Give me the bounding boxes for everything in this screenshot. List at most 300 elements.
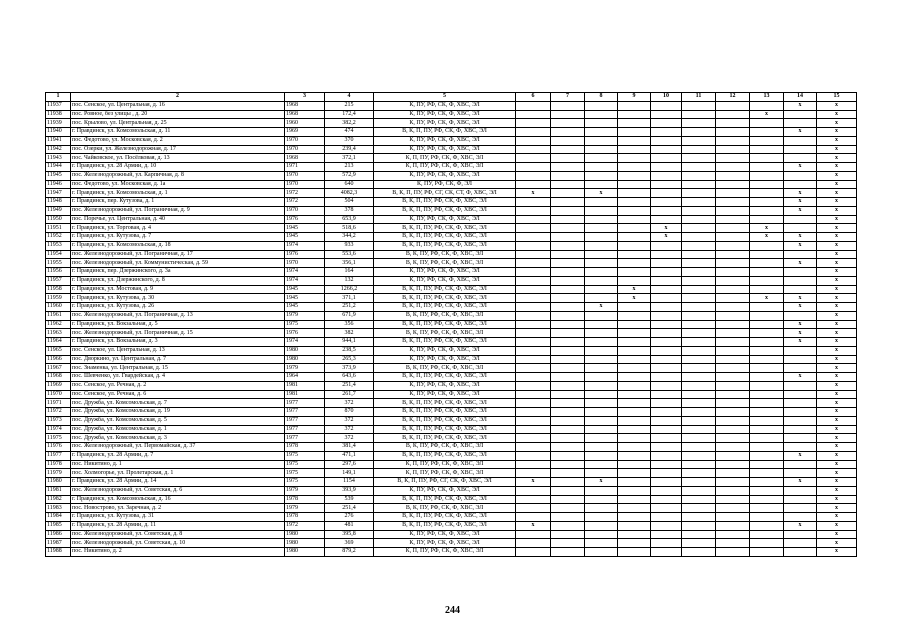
address-cell: пос. Озерки, ул. Железнодорожная, д. 17 bbox=[71, 145, 285, 154]
utilities-cell: В, К, ПУ, РФ, СК, Ф, ХВС, ЭЛ bbox=[374, 259, 516, 268]
mark-cell-col-11 bbox=[682, 145, 716, 154]
record-number-cell: 11967 bbox=[46, 364, 71, 373]
mark-cell-col-14: x bbox=[784, 101, 817, 110]
mark-cell-col-11 bbox=[682, 189, 716, 198]
mark-cell-col-13 bbox=[750, 486, 784, 495]
mark-cell-col-10 bbox=[651, 294, 682, 303]
mark-cell-col-14: x bbox=[784, 478, 817, 487]
mark-cell-col-7 bbox=[551, 355, 585, 364]
mark-cell-col-13 bbox=[750, 539, 784, 548]
year-built-cell: 1977 bbox=[285, 399, 325, 408]
area-cell: 474 bbox=[325, 128, 374, 137]
mark-cell-col-11 bbox=[682, 416, 716, 425]
utilities-cell: К, ПУ, РФ, СК, Ф, ХВС, ЭЛ bbox=[374, 381, 516, 390]
area-cell: 215 bbox=[325, 101, 374, 110]
mark-cell-col-9 bbox=[618, 268, 651, 277]
record-number-cell: 11956 bbox=[46, 268, 71, 277]
table-row bbox=[46, 250, 857, 259]
mark-cell-col-14: x bbox=[784, 338, 817, 347]
mark-cell-col-11 bbox=[682, 469, 716, 478]
mark-cell-col-6 bbox=[516, 443, 551, 452]
mark-cell-col-11 bbox=[682, 119, 716, 128]
mark-cell-col-12 bbox=[716, 399, 750, 408]
mark-cell-col-12 bbox=[716, 171, 750, 180]
table-row bbox=[46, 128, 857, 137]
year-built-cell: 1974 bbox=[285, 268, 325, 277]
mark-cell-col-15: x bbox=[817, 311, 857, 320]
mark-cell-col-13 bbox=[750, 163, 784, 172]
utilities-cell: В, К, П, ПУ, РФ, СК, Ф, ХВС, ЭЛ bbox=[374, 408, 516, 417]
mark-cell-col-8 bbox=[585, 154, 618, 163]
address-cell: пос. Железнодорожный, ул. Пограничная, д. 9 bbox=[71, 206, 285, 215]
mark-cell-col-13 bbox=[750, 145, 784, 154]
mark-cell-col-12 bbox=[716, 390, 750, 399]
mark-cell-col-9 bbox=[618, 136, 651, 145]
table-row bbox=[46, 346, 857, 355]
mark-cell-col-11 bbox=[682, 110, 716, 119]
mark-cell-col-7 bbox=[551, 399, 585, 408]
record-number-cell: 11964 bbox=[46, 338, 71, 347]
mark-cell-col-7 bbox=[551, 346, 585, 355]
mark-cell-col-11 bbox=[682, 443, 716, 452]
record-number-cell: 11942 bbox=[46, 145, 71, 154]
mark-cell-col-10 bbox=[651, 320, 682, 329]
mark-cell-col-11 bbox=[682, 303, 716, 312]
mark-cell-col-8: x bbox=[585, 189, 618, 198]
mark-cell-col-13 bbox=[750, 451, 784, 460]
mark-cell-col-6 bbox=[516, 408, 551, 417]
record-number-cell: 11960 bbox=[46, 303, 71, 312]
mark-cell-col-7 bbox=[551, 276, 585, 285]
mark-cell-col-12 bbox=[716, 303, 750, 312]
mark-cell-col-15: x bbox=[817, 513, 857, 522]
header-row bbox=[46, 93, 857, 102]
mark-cell-col-10 bbox=[651, 119, 682, 128]
mark-cell-col-8 bbox=[585, 215, 618, 224]
mark-cell-col-14 bbox=[784, 154, 817, 163]
mark-cell-col-13 bbox=[750, 101, 784, 110]
area-cell: 356 bbox=[325, 320, 374, 329]
mark-cell-col-14 bbox=[784, 530, 817, 539]
year-built-cell: 1979 bbox=[285, 364, 325, 373]
mark-cell-col-7 bbox=[551, 259, 585, 268]
mark-cell-col-7 bbox=[551, 303, 585, 312]
mark-cell-col-15: x bbox=[817, 329, 857, 338]
mark-cell-col-6 bbox=[516, 416, 551, 425]
year-built-cell: 1945 bbox=[285, 224, 325, 233]
address-cell: г. Правдинск, ул. 28 Армии, д. 10 bbox=[71, 163, 285, 172]
mark-cell-col-13 bbox=[750, 268, 784, 277]
mark-cell-col-8 bbox=[585, 241, 618, 250]
mark-cell-col-10 bbox=[651, 373, 682, 382]
mark-cell-col-10 bbox=[651, 346, 682, 355]
mark-cell-col-11 bbox=[682, 215, 716, 224]
mark-cell-col-8 bbox=[585, 311, 618, 320]
mark-cell-col-12 bbox=[716, 259, 750, 268]
area-cell: 553,6 bbox=[325, 250, 374, 259]
mark-cell-col-10 bbox=[651, 443, 682, 452]
mark-cell-col-12 bbox=[716, 338, 750, 347]
utilities-cell: К, П, ПУ, РФ, СК, Ф, ХВС, ЭЛ bbox=[374, 469, 516, 478]
area-cell: 933 bbox=[325, 241, 374, 250]
mark-cell-col-15: x bbox=[817, 381, 857, 390]
mark-cell-col-14: x bbox=[784, 373, 817, 382]
utilities-cell: В, К, П, ПУ, РФ, СК, Ф, ХВС, ЭЛ bbox=[374, 241, 516, 250]
mark-cell-col-11 bbox=[682, 338, 716, 347]
mark-cell-col-14 bbox=[784, 224, 817, 233]
mark-cell-col-9 bbox=[618, 425, 651, 434]
table-row bbox=[46, 381, 857, 390]
mark-cell-col-13 bbox=[750, 355, 784, 364]
record-number-cell: 11938 bbox=[46, 110, 71, 119]
table-row bbox=[46, 189, 857, 198]
table-row bbox=[46, 180, 857, 189]
record-number-cell: 11984 bbox=[46, 513, 71, 522]
mark-cell-col-6 bbox=[516, 329, 551, 338]
utilities-cell: В, К, П, ПУ, РФ, СК, Ф, ХВС, ЭЛ bbox=[374, 206, 516, 215]
mark-cell-col-15: x bbox=[817, 539, 857, 548]
mark-cell-col-11 bbox=[682, 513, 716, 522]
mark-cell-col-7 bbox=[551, 215, 585, 224]
year-built-cell: 1976 bbox=[285, 250, 325, 259]
mark-cell-col-14: x bbox=[784, 198, 817, 207]
mark-cell-col-12 bbox=[716, 478, 750, 487]
mark-cell-col-10 bbox=[651, 390, 682, 399]
mark-cell-col-12 bbox=[716, 548, 750, 557]
mark-cell-col-10 bbox=[651, 145, 682, 154]
mark-cell-col-10 bbox=[651, 259, 682, 268]
mark-cell-col-14 bbox=[784, 250, 817, 259]
area-cell: 172,4 bbox=[325, 110, 374, 119]
utilities-cell: К, ПУ, РФ, СК, Ф, ХВС, ЭЛ bbox=[374, 171, 516, 180]
year-built-cell: 1980 bbox=[285, 530, 325, 539]
mark-cell-col-12 bbox=[716, 355, 750, 364]
mark-cell-col-12 bbox=[716, 451, 750, 460]
utilities-cell: К, ПУ, РФ, СК, Ф, ХВС, ЭЛ bbox=[374, 390, 516, 399]
mark-cell-col-14 bbox=[784, 346, 817, 355]
mark-cell-col-14: x bbox=[784, 259, 817, 268]
mark-cell-col-9: x bbox=[618, 285, 651, 294]
mark-cell-col-12 bbox=[716, 128, 750, 137]
mark-cell-col-14 bbox=[784, 408, 817, 417]
mark-cell-col-6 bbox=[516, 303, 551, 312]
mark-cell-col-10 bbox=[651, 548, 682, 557]
mark-cell-col-14 bbox=[784, 136, 817, 145]
mark-cell-col-13 bbox=[750, 119, 784, 128]
mark-cell-col-12 bbox=[716, 206, 750, 215]
mark-cell-col-15: x bbox=[817, 276, 857, 285]
mark-cell-col-12 bbox=[716, 198, 750, 207]
mark-cell-col-13 bbox=[750, 416, 784, 425]
utilities-cell: К, ПУ, РФ, СК, Ф, ХВС, ЭЛ bbox=[374, 346, 516, 355]
mark-cell-col-11 bbox=[682, 346, 716, 355]
utilities-cell: В, К, П, ПУ, РФ, СК, Ф, ХВС, ЭЛ bbox=[374, 495, 516, 504]
mark-cell-col-8 bbox=[585, 285, 618, 294]
mark-cell-col-15: x bbox=[817, 521, 857, 530]
mark-cell-col-8 bbox=[585, 338, 618, 347]
mark-cell-col-12 bbox=[716, 346, 750, 355]
mark-cell-col-9 bbox=[618, 154, 651, 163]
mark-cell-col-15: x bbox=[817, 408, 857, 417]
mark-cell-col-12 bbox=[716, 163, 750, 172]
mark-cell-col-10 bbox=[651, 399, 682, 408]
utilities-cell: К, ПУ, РФ, СК, Ф, ХВС, ЭЛ bbox=[374, 145, 516, 154]
utilities-cell: К, ПУ, РФ, СК, Ф, ХВС, ЭЛ bbox=[374, 110, 516, 119]
table-row bbox=[46, 408, 857, 417]
mark-cell-col-11 bbox=[682, 364, 716, 373]
mark-cell-col-13 bbox=[750, 320, 784, 329]
mark-cell-col-10 bbox=[651, 171, 682, 180]
address-cell: г. Правдинск, ул. Вокзальная, д. 5 bbox=[71, 320, 285, 329]
mark-cell-col-6 bbox=[516, 513, 551, 522]
column-header-8: 8 bbox=[585, 93, 618, 102]
mark-cell-col-11 bbox=[682, 154, 716, 163]
mark-cell-col-8 bbox=[585, 469, 618, 478]
mark-cell-col-7 bbox=[551, 486, 585, 495]
mark-cell-col-10: x bbox=[651, 224, 682, 233]
address-cell: пос. Железнодорожный, ул. Пограничная, д. 13 bbox=[71, 311, 285, 320]
mark-cell-col-15: x bbox=[817, 346, 857, 355]
mark-cell-col-14 bbox=[784, 180, 817, 189]
area-cell: 164 bbox=[325, 268, 374, 277]
mark-cell-col-8 bbox=[585, 171, 618, 180]
mark-cell-col-9 bbox=[618, 373, 651, 382]
mark-cell-col-13 bbox=[750, 504, 784, 513]
record-number-cell: 11945 bbox=[46, 171, 71, 180]
address-cell: пос. Железнодорожный, ул. Карпичная, д. 8 bbox=[71, 171, 285, 180]
mark-cell-col-8 bbox=[585, 320, 618, 329]
year-built-cell: 1970 bbox=[285, 180, 325, 189]
mark-cell-col-13 bbox=[750, 460, 784, 469]
table-row bbox=[46, 504, 857, 513]
mark-cell-col-12 bbox=[716, 136, 750, 145]
utilities-cell: В, К, П, ПУ, РФ, СК, Ф, ХВС, ЭЛ bbox=[374, 399, 516, 408]
record-number-cell: 11982 bbox=[46, 495, 71, 504]
table-row bbox=[46, 416, 857, 425]
utilities-cell: К, П, ПУ, РФ, СК, Ф, ХВС, ЭЛ bbox=[374, 163, 516, 172]
mark-cell-col-11 bbox=[682, 241, 716, 250]
area-cell: 539 bbox=[325, 495, 374, 504]
area-cell: 238,5 bbox=[325, 346, 374, 355]
area-cell: 471,1 bbox=[325, 451, 374, 460]
mark-cell-col-9 bbox=[618, 443, 651, 452]
mark-cell-col-12 bbox=[716, 469, 750, 478]
mark-cell-col-14 bbox=[784, 416, 817, 425]
mark-cell-col-13 bbox=[750, 259, 784, 268]
mark-cell-col-7 bbox=[551, 443, 585, 452]
column-header-3: 3 bbox=[285, 93, 325, 102]
area-cell: 371,1 bbox=[325, 294, 374, 303]
mark-cell-col-8 bbox=[585, 294, 618, 303]
area-cell: 344,2 bbox=[325, 233, 374, 242]
mark-cell-col-14 bbox=[784, 171, 817, 180]
utilities-cell: В, К, П, ПУ, РФ, СК, Ф, ХВС, ЭЛ bbox=[374, 285, 516, 294]
mark-cell-col-6 bbox=[516, 373, 551, 382]
address-cell: г. Правдинск, ул. Дзержинского, д. 8 bbox=[71, 276, 285, 285]
area-cell: 381,4 bbox=[325, 443, 374, 452]
year-built-cell: 1945 bbox=[285, 303, 325, 312]
mark-cell-col-15: x bbox=[817, 294, 857, 303]
mark-cell-col-8 bbox=[585, 373, 618, 382]
mark-cell-col-10 bbox=[651, 136, 682, 145]
mark-cell-col-9 bbox=[618, 469, 651, 478]
mark-cell-col-9 bbox=[618, 390, 651, 399]
mark-cell-col-9 bbox=[618, 224, 651, 233]
column-header-7: 7 bbox=[551, 93, 585, 102]
year-built-cell: 1970 bbox=[285, 206, 325, 215]
mark-cell-col-7 bbox=[551, 128, 585, 137]
mark-cell-col-12 bbox=[716, 381, 750, 390]
mark-cell-col-13 bbox=[750, 338, 784, 347]
utilities-cell: К, П, ПУ, РФ, СК, Ф, ХВС, ЭЛ bbox=[374, 548, 516, 557]
record-number-cell: 11979 bbox=[46, 469, 71, 478]
mark-cell-col-12 bbox=[716, 320, 750, 329]
mark-cell-col-8 bbox=[585, 399, 618, 408]
mark-cell-col-13 bbox=[750, 478, 784, 487]
mark-cell-col-11 bbox=[682, 478, 716, 487]
mark-cell-col-8 bbox=[585, 355, 618, 364]
area-cell: 378 bbox=[325, 206, 374, 215]
mark-cell-col-11 bbox=[682, 460, 716, 469]
record-number-cell: 11970 bbox=[46, 390, 71, 399]
mark-cell-col-14: x bbox=[784, 329, 817, 338]
area-cell: 653,9 bbox=[325, 215, 374, 224]
mark-cell-col-14 bbox=[784, 486, 817, 495]
mark-cell-col-12 bbox=[716, 250, 750, 259]
table-row bbox=[46, 311, 857, 320]
mark-cell-col-10 bbox=[651, 460, 682, 469]
mark-cell-col-9 bbox=[618, 145, 651, 154]
mark-cell-col-10 bbox=[651, 495, 682, 504]
column-header-9: 9 bbox=[618, 93, 651, 102]
mark-cell-col-7 bbox=[551, 434, 585, 443]
mark-cell-col-6: x bbox=[516, 189, 551, 198]
record-number-cell: 11947 bbox=[46, 189, 71, 198]
mark-cell-col-8 bbox=[585, 233, 618, 242]
mark-cell-col-6 bbox=[516, 128, 551, 137]
mark-cell-col-10 bbox=[651, 215, 682, 224]
record-number-cell: 11962 bbox=[46, 320, 71, 329]
mark-cell-col-7 bbox=[551, 478, 585, 487]
mark-cell-col-13: x bbox=[750, 294, 784, 303]
mark-cell-col-11 bbox=[682, 399, 716, 408]
mark-cell-col-8 bbox=[585, 495, 618, 504]
mark-cell-col-14 bbox=[784, 268, 817, 277]
table-row bbox=[46, 259, 857, 268]
mark-cell-col-6 bbox=[516, 171, 551, 180]
mark-cell-col-15: x bbox=[817, 320, 857, 329]
area-cell: 481 bbox=[325, 521, 374, 530]
year-built-cell: 1975 bbox=[285, 451, 325, 460]
mark-cell-col-9 bbox=[618, 233, 651, 242]
record-number-cell: 11944 bbox=[46, 163, 71, 172]
mark-cell-col-7 bbox=[551, 373, 585, 382]
mark-cell-col-11 bbox=[682, 198, 716, 207]
mark-cell-col-7 bbox=[551, 425, 585, 434]
table-row bbox=[46, 486, 857, 495]
mark-cell-col-11 bbox=[682, 355, 716, 364]
mark-cell-col-10 bbox=[651, 180, 682, 189]
mark-cell-col-6 bbox=[516, 224, 551, 233]
year-built-cell: 1970 bbox=[285, 171, 325, 180]
record-number-cell: 11958 bbox=[46, 285, 71, 294]
mark-cell-col-15: x bbox=[817, 303, 857, 312]
mark-cell-col-8 bbox=[585, 276, 618, 285]
year-built-cell: 1977 bbox=[285, 408, 325, 417]
mark-cell-col-13 bbox=[750, 530, 784, 539]
mark-cell-col-8 bbox=[585, 451, 618, 460]
mark-cell-col-8 bbox=[585, 408, 618, 417]
mark-cell-col-10 bbox=[651, 539, 682, 548]
mark-cell-col-15: x bbox=[817, 259, 857, 268]
utilities-cell: В, К, П, ПУ, РФ, СК, Ф, ХВС, ЭЛ bbox=[374, 224, 516, 233]
mark-cell-col-15: x bbox=[817, 416, 857, 425]
mark-cell-col-13: x bbox=[750, 224, 784, 233]
table-row bbox=[46, 329, 857, 338]
mark-cell-col-7 bbox=[551, 171, 585, 180]
address-cell: пос. Новострово, ул. Заречная, д. 2 bbox=[71, 504, 285, 513]
mark-cell-col-6 bbox=[516, 311, 551, 320]
mark-cell-col-13 bbox=[750, 198, 784, 207]
area-cell: 251,2 bbox=[325, 303, 374, 312]
address-cell: пос. Сенское, ул. Речная, д. 2 bbox=[71, 381, 285, 390]
year-built-cell: 1976 bbox=[285, 329, 325, 338]
mark-cell-col-10 bbox=[651, 408, 682, 417]
mark-cell-col-13: x bbox=[750, 110, 784, 119]
mark-cell-col-13 bbox=[750, 364, 784, 373]
utilities-cell: В, К, П, ПУ, РФ, СК, Ф, ХВС, ЭЛ bbox=[374, 294, 516, 303]
mark-cell-col-6 bbox=[516, 539, 551, 548]
utilities-cell: В, К, П, ПУ, РФ, СК, Ф, ХВС, ЭЛ bbox=[374, 451, 516, 460]
mark-cell-col-14 bbox=[784, 460, 817, 469]
mark-cell-col-10 bbox=[651, 521, 682, 530]
mark-cell-col-14 bbox=[784, 145, 817, 154]
mark-cell-col-10 bbox=[651, 329, 682, 338]
mark-cell-col-6 bbox=[516, 233, 551, 242]
mark-cell-col-15: x bbox=[817, 198, 857, 207]
mark-cell-col-6 bbox=[516, 390, 551, 399]
year-built-cell: 1975 bbox=[285, 478, 325, 487]
mark-cell-col-7 bbox=[551, 320, 585, 329]
area-cell: 572,9 bbox=[325, 171, 374, 180]
mark-cell-col-8 bbox=[585, 521, 618, 530]
table-row bbox=[46, 373, 857, 382]
record-number-cell: 11987 bbox=[46, 539, 71, 548]
mark-cell-col-11 bbox=[682, 320, 716, 329]
mark-cell-col-12 bbox=[716, 285, 750, 294]
mark-cell-col-10 bbox=[651, 268, 682, 277]
mark-cell-col-12 bbox=[716, 373, 750, 382]
mark-cell-col-8 bbox=[585, 110, 618, 119]
mark-cell-col-10 bbox=[651, 241, 682, 250]
area-cell: 879,2 bbox=[325, 548, 374, 557]
table-row bbox=[46, 451, 857, 460]
mark-cell-col-8: x bbox=[585, 478, 618, 487]
mark-cell-col-13 bbox=[750, 311, 784, 320]
year-built-cell: 1980 bbox=[285, 539, 325, 548]
year-built-cell: 1977 bbox=[285, 434, 325, 443]
utilities-cell: К, П, ПУ, РФ, СК, Ф, ХВС, ЭЛ bbox=[374, 460, 516, 469]
mark-cell-col-10 bbox=[651, 478, 682, 487]
mark-cell-col-15: x bbox=[817, 548, 857, 557]
mark-cell-col-6 bbox=[516, 119, 551, 128]
mark-cell-col-12 bbox=[716, 119, 750, 128]
table-row bbox=[46, 364, 857, 373]
table-row bbox=[46, 268, 857, 277]
mark-cell-col-11 bbox=[682, 381, 716, 390]
area-cell: 251,4 bbox=[325, 381, 374, 390]
mark-cell-col-6 bbox=[516, 250, 551, 259]
